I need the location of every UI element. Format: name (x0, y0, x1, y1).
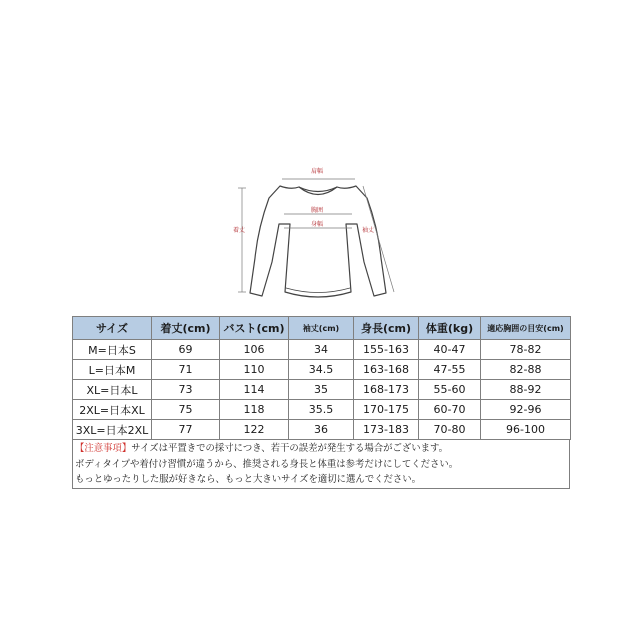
neckline (299, 187, 337, 195)
table-cell: 60-70 (419, 400, 481, 420)
table-cell: 163-168 (354, 360, 419, 380)
table-cell: L=日本M (73, 360, 152, 380)
table-cell: 40-47 (419, 340, 481, 360)
table-cell: 122 (220, 420, 289, 440)
table-cell: 47-55 (419, 360, 481, 380)
header-length: 着丈(cm) (152, 317, 220, 340)
table-cell: 168-173 (354, 380, 419, 400)
table-row (73, 380, 571, 400)
table-cell: 70-80 (419, 420, 481, 440)
table-row (73, 400, 571, 420)
sleeve-label: 袖丈 (362, 227, 375, 234)
table-header-row (73, 317, 571, 340)
header-chest-guide: 適応胸囲の目安(cm) (481, 317, 571, 340)
table-cell: 118 (220, 400, 289, 420)
header-bust: バスト(cm) (220, 317, 289, 340)
table-cell: 34.5 (289, 360, 354, 380)
shirt-outline (250, 186, 386, 297)
table-cell: 2XL=日本XL (73, 400, 152, 420)
note-text-1: サイズは平置きでの採寸につき、若干の誤差が発生する場合がございます。 (131, 443, 448, 454)
length-label: 着丈 (233, 227, 246, 234)
table-cell: 106 (220, 340, 289, 360)
table-cell: 55-60 (419, 380, 481, 400)
table-cell: 3XL=日本2XL (73, 420, 152, 440)
header-weight: 体重(kg) (419, 317, 481, 340)
table-cell: 92-96 (481, 400, 571, 420)
table-cell: 36 (289, 420, 354, 440)
table-cell: 96-100 (481, 420, 571, 440)
table-cell: 35 (289, 380, 354, 400)
table-cell: 77 (152, 420, 220, 440)
table-cell: 73 (152, 380, 220, 400)
header-height: 身長(cm) (354, 317, 419, 340)
notes-box (72, 440, 570, 489)
table-cell: XL=日本L (73, 380, 152, 400)
table-cell: 35.5 (289, 400, 354, 420)
table-cell: 170-175 (354, 400, 419, 420)
size-chart-table (72, 316, 571, 440)
table-cell: 155-163 (354, 340, 419, 360)
header-size: サイズ (73, 317, 152, 340)
garment-measurement-diagram (0, 0, 640, 316)
header-sleeve: 袖丈(cm) (289, 317, 354, 340)
width-label: 身幅 (311, 221, 324, 228)
table-row (73, 360, 571, 380)
table-cell: 173-183 (354, 420, 419, 440)
bust-label: 胸囲 (311, 207, 324, 214)
table-cell: 78-82 (481, 340, 571, 360)
table-row (73, 420, 571, 440)
hem-line (286, 288, 350, 293)
table-cell: 34 (289, 340, 354, 360)
note-line-2: ボディタイプや着付け習慣が違うから、推奨される身長と体重は参考だけにしてください。 (75, 458, 459, 470)
note-line-1 (75, 441, 567, 457)
table-cell: 110 (220, 360, 289, 380)
table-row (73, 340, 571, 360)
table-cell: 114 (220, 380, 289, 400)
table-cell: 82-88 (481, 360, 571, 380)
table-cell: 75 (152, 400, 220, 420)
table-cell: M=日本S (73, 340, 152, 360)
note-tag: 【注意事項】 (75, 443, 132, 454)
table-cell: 88-92 (481, 380, 571, 400)
table-cell: 69 (152, 340, 220, 360)
note-line-3: もっとゆったりした服が好きなら、もっと大きいサイズを適切に選んでください。 (75, 474, 422, 485)
shoulder-label: 肩幅 (311, 168, 324, 175)
table-cell: 71 (152, 360, 220, 380)
